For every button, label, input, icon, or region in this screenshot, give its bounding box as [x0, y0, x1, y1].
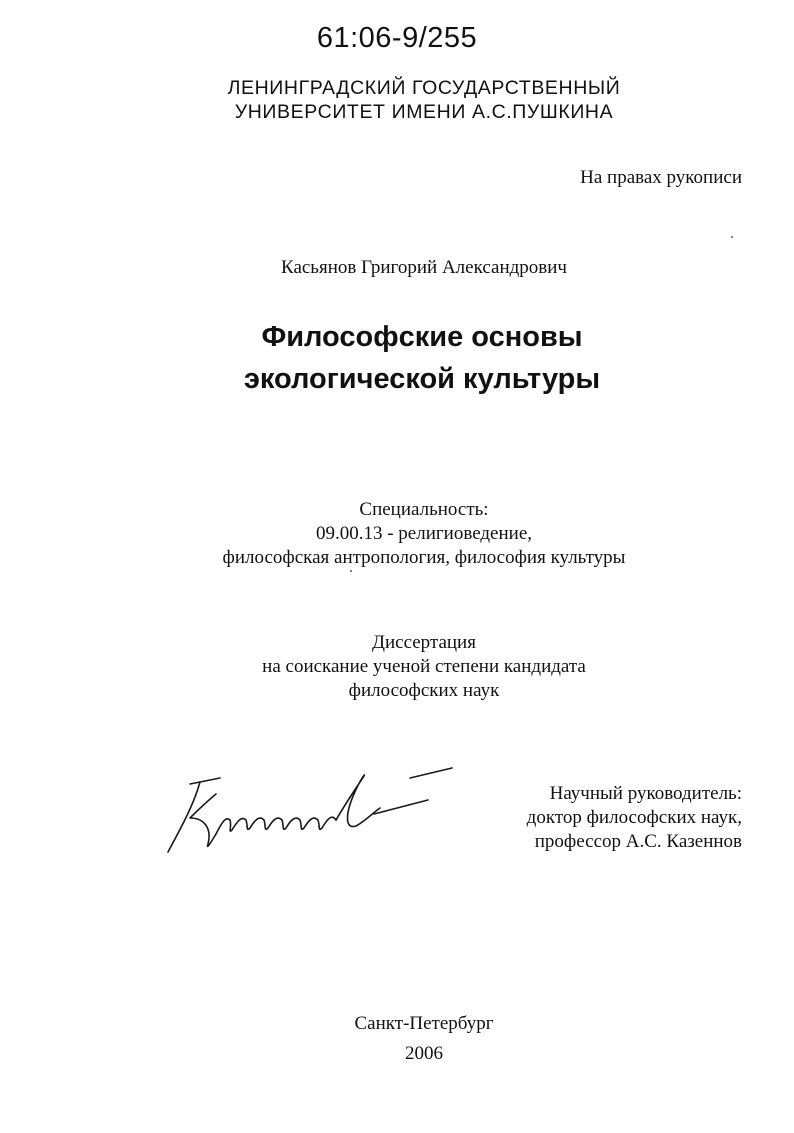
scan-speck [731, 236, 733, 238]
title-line: Философские основы [261, 321, 583, 353]
specialty-code: 09.00.13 - религиоведение, [315, 523, 533, 544]
city: Санкт-Петербург [354, 1013, 494, 1034]
supervisor-label: Научный руководитель: [549, 783, 742, 804]
supervisor-degree: доктор философских наук, [526, 807, 742, 828]
author-signature [160, 764, 460, 859]
university-line: ЛЕНИНГРАДСКИЙ ГОСУДАРСТВЕННЫЙ [227, 77, 621, 99]
university-line: УНИВЕРСИТЕТ ИМЕНИ А.С.ПУШКИНА [234, 101, 614, 123]
specialty-label: Специальность: [359, 499, 489, 520]
supervisor-name: профессор А.С. Казеннов [534, 831, 742, 852]
specialty-fields: философская антропология, философия культуры [222, 547, 626, 568]
dissertation-title [0, 316, 794, 400]
author-name: Касьянов Григорий Александрович [281, 257, 567, 278]
degree-block [0, 631, 794, 703]
supervisor-block [527, 782, 742, 854]
catalog-number: 61:06-9/255 [316, 22, 478, 54]
specialty-block [0, 498, 794, 570]
degree-line: Диссертация [372, 632, 476, 653]
scan-speck [350, 570, 352, 572]
university-name [0, 76, 794, 124]
degree-line: на соискание ученой степени кандидата [262, 656, 586, 677]
rights-note: На правах рукописи [580, 167, 742, 188]
year: 2006 [405, 1043, 443, 1064]
degree-line: философских наук [348, 680, 500, 701]
title-line: экологической культуры [243, 363, 601, 395]
